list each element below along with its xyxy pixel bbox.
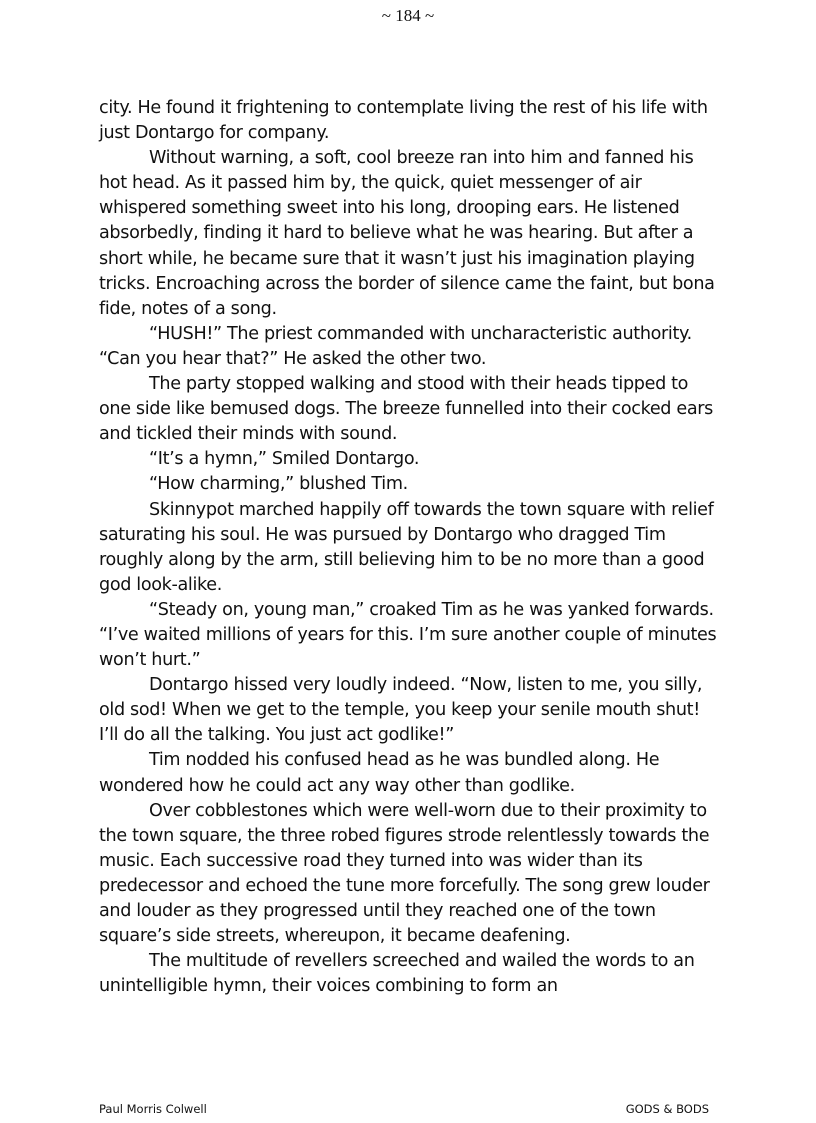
paragraph: “HUSH!” The priest commanded with uncharacteristic authority. “Can you hear that?” He asked the other two.	[99, 323, 692, 369]
footer-author: Paul Morris Colwell	[99, 1102, 207, 1116]
footer-book-title: GODS & BODS	[625, 1102, 709, 1116]
paragraph: “How charming,” blushed Tim.	[149, 474, 408, 495]
paragraph: “It’s a hymn,” Smiled Dontargo.	[149, 449, 420, 470]
paragraph: Over cobblestones which were well-worn due to their proximity to the town square, the three robed figures strode relentlessly towards the music. Each successive road they turned into was wider than its predecessor and echoed the tune more forcefully. The song grew louder and louder as they progressed until they reached one of the town square’s side streets, whereupon, it became deafening.	[99, 800, 710, 947]
paragraph: Without warning, a soft, cool breeze ran into him and fanned his hot head. As it passed him by, the quick, quiet messenger of air whispered something sweet into his long, drooping ears. He listened absorbedly, finding it hard to believe what he was hearing. But after a short while, he became sure that it wasn’t just his imagination playing tricks. Encroaching across the border of silence came the faint, but bona fide, notes of a song.	[99, 148, 715, 319]
paragraph: The multitude of revellers screeched and wailed the words to an unintelligible hymn, their voices combining to form an	[99, 951, 695, 997]
paragraph: The party stopped walking and stood with their heads tipped to one side like bemused dogs. The breeze funnelled into their cocked ears and tickled their minds with sound.	[99, 374, 713, 445]
paragraph: “Steady on, young man,” croaked Tim as he was yanked forwards. “I’ve waited millions of years for this. I’m sure another couple of minutes won’t hurt.”	[99, 599, 717, 671]
page-number: ~ 184 ~	[381, 6, 435, 25]
paragraph: Tim nodded his confused head as he was bundled along. He wondered how he could act any way other than godlike.	[99, 750, 660, 796]
body-text	[99, 96, 717, 999]
paragraph: city. He found it frightening to contemplate living the rest of his life with just Dontargo for company.	[99, 98, 708, 144]
paragraph: Dontargo hissed very loudly indeed. “Now, listen to me, you silly, old sod! When we get to the temple, you keep your senile mouth shut! I’ll do all the talking. You just act godlike!”	[99, 675, 703, 746]
page-footer	[99, 1101, 709, 1117]
paragraph: Skinnypot marched happily off towards the town square with relief saturating his soul. He was pursued by Dontargo who dragged Tim roughly along by the arm, still believing him to be no more than a good god look-alike.	[99, 499, 714, 595]
